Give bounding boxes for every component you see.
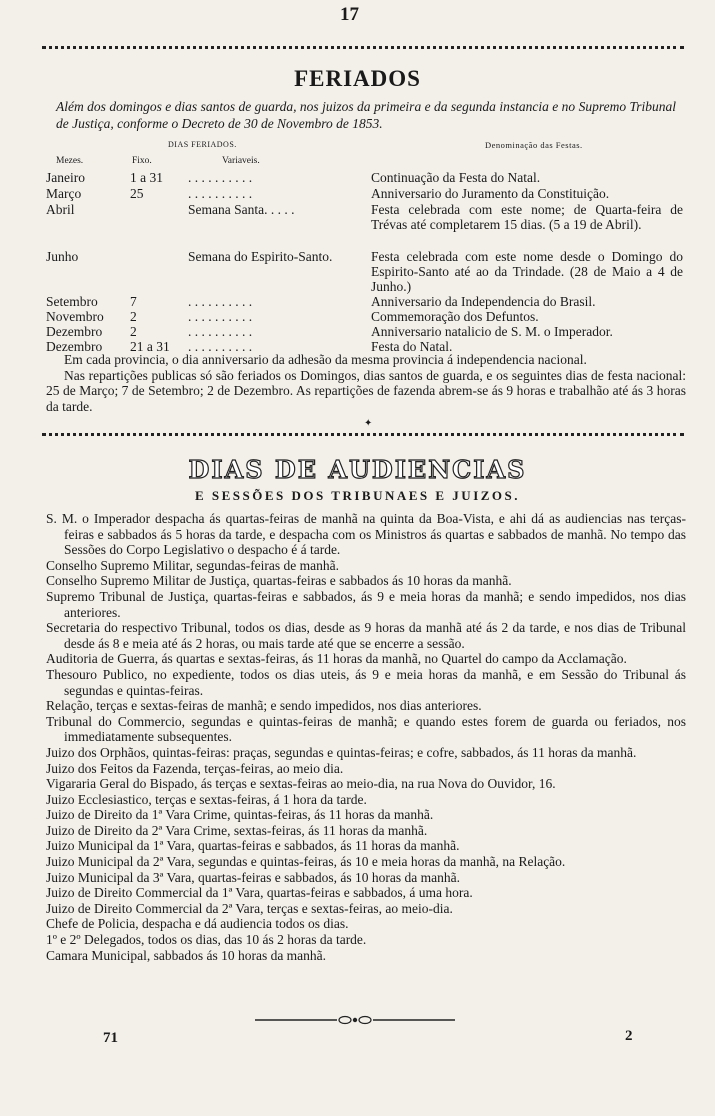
holiday-month: Junho xyxy=(46,249,79,264)
footer-signature-right: 2 xyxy=(625,1028,633,1044)
audiencias-list xyxy=(46,511,686,963)
holiday-fixed-date: 2 xyxy=(130,324,137,339)
column-header-fixo: Fixo. xyxy=(132,156,152,166)
audiencias-title: DIAS DE AUDIENCIAS xyxy=(188,455,527,484)
holiday-month: Dezembro xyxy=(46,324,103,339)
list-item: Juizo de Direito Commercial da 2ª Vara, terças e sextas-feiras, ao meio-dia. xyxy=(46,900,453,916)
holiday-row xyxy=(46,202,686,248)
holiday-fixed-date: 25 xyxy=(130,186,144,201)
holiday-month: Dezembro xyxy=(46,339,103,354)
holiday-name: Continuação da Festa do Natal. xyxy=(371,170,541,185)
holiday-variable-date: . . . . . . . . . . xyxy=(188,324,253,339)
ornament-divider xyxy=(255,1013,455,1027)
holiday-name: Anniversario do Juramento da Constituição. xyxy=(371,186,610,201)
list-item: Juizo de Direito Commercial da 1ª Vara, quartas-feiras e sabbados, á uma hora. xyxy=(46,885,473,901)
holiday-month: Setembro xyxy=(46,294,98,309)
holiday-name: Festa do Natal. xyxy=(371,339,453,354)
header-denominacao: Denominação das Festas. xyxy=(485,140,583,150)
divider-marker: ✦ xyxy=(364,418,373,429)
list-item: Conselho Supremo Militar de Justiça, quartas-feiras e sabbados ás 10 horas da manhã. xyxy=(46,573,512,589)
list-item: Tribunal do Commercio, segundas e quintas-feiras de manhã; e quando estes forem de guarda ou feriados, nos immediatamente subsequentes. xyxy=(46,713,686,745)
list-item: Auditoria de Guerra, ás quartas e sextas-feiras, ás 11 horas da manhã, no Quartel do campo da Acclamação. xyxy=(46,651,627,667)
list-item: S. M. o Imperador despacha ás quartas-feiras de manhã na quinta da Boa-Vista, e ahi dá as audiencias nas terças-feiras e sabbados ás 5 horas da tarde, e despacha com os Ministros ás quartas e sabbados de manhã. No tempo das Sessões do Corpo Legislativo o despacho é á tarde. xyxy=(46,511,686,558)
holiday-fixed-date: 2 xyxy=(130,309,137,324)
holiday-name: Festa celebrada com este nome desde o Domingo do Espirito-Santo até ao da Trindade. (28 de Maio a 4 de Junho.) xyxy=(371,249,683,294)
header-dias-feriados: DIAS FERIADOS. xyxy=(168,140,237,149)
holiday-variable-date: . . . . . . . . . . xyxy=(188,186,253,201)
holiday-name: Festa celebrada com este nome; de Quarta-feira de Trévas até completarem 15 dias. (5 a 19 de Abril). xyxy=(371,202,683,232)
holiday-name: Anniversario da Independencia do Brasil. xyxy=(371,294,596,309)
holiday-variable-date: . . . . . . . . . . xyxy=(188,294,253,309)
list-item: Secretaria do respectivo Tribunal, todos os dias, desde as 9 horas da manhã até ás 2 da tarde, e nos dias de Tribunal desde ás 8 e meia até ás 2 horas, ou mais tarde até que se encerre a sessão. xyxy=(46,620,686,651)
list-item: Juizo de Direito da 1ª Vara Crime, quintas-feiras, ás 11 horas da manhã. xyxy=(46,807,434,823)
column-header-variaveis: Variaveis. xyxy=(222,156,260,166)
holiday-month: Março xyxy=(46,186,82,201)
list-item: Supremo Tribunal de Justiça, quartas-feiras e sabbados, ás 9 e meia horas da manhã; e sendo impedidos, nos dias anteriores. xyxy=(46,588,686,620)
list-item: Juizo Ecclesiastico, terças e sextas-feiras, á 1 hora da tarde. xyxy=(46,791,367,807)
holiday-variable-date: . . . . . . . . . . xyxy=(188,170,253,185)
list-item: Juizo Municipal da 1ª Vara, quartas-feiras e sabbados, ás 11 horas da manhã. xyxy=(46,838,460,854)
list-item: Juizo Municipal da 3ª Vara, quartas-feiras e sabbados, ás 10 horas da manhã. xyxy=(46,869,460,885)
list-item: Vigararia Geral do Bispado, ás terças e sextas-feiras ao meio-dia, na rua Nova do Ouvidor, 16. xyxy=(46,776,556,792)
holiday-fixed-date: 1 a 31 xyxy=(130,170,163,185)
holiday-variable-date: . . . . . . . . . . xyxy=(188,309,253,324)
note-provincia: Em cada provincia, o dia anniversario da adhesão da mesma provincia á independencia nacional. xyxy=(64,352,587,367)
holiday-month: Novembro xyxy=(46,309,104,324)
list-item: Juizo de Direito da 2ª Vara Crime, sextas-feiras, ás 11 horas da manhã. xyxy=(46,822,428,838)
list-item: Camara Municipal, sabbados ás 10 horas da manhã. xyxy=(46,947,327,963)
list-item: 1º e 2º Delegados, todos os dias, das 10 ás 2 horas da tarde. xyxy=(46,932,367,948)
feriados-intro: Além dos domingos e dias santos de guarda, nos juizos da primeira e da segunda instancia e no Supremo Tribunal de Justiça, conforme o Decreto de 30 de Novembro de 1853. xyxy=(56,99,676,131)
holiday-row xyxy=(46,309,686,324)
list-item: Juizo Municipal da 2ª Vara, segundas e quintas-feiras, ás 10 e meia horas da manhã, na Relação. xyxy=(46,854,566,870)
list-item: Relação, terças e sextas-feiras de manhã; e sendo impedidos, nos dias anteriores. xyxy=(46,698,482,714)
holiday-row xyxy=(46,170,686,185)
middle-divider xyxy=(42,433,684,436)
list-item: Thesouro Publico, no expediente, todos os dias uteis, ás 9 e meia horas da manhã, e em Sessão do Tribunal ás segundas e quintas-feiras. xyxy=(46,666,686,698)
holiday-name: Anniversario natalicio de S. M. o Imperador. xyxy=(371,324,613,339)
holiday-row xyxy=(46,186,686,201)
holiday-month: Janeiro xyxy=(46,170,85,185)
holiday-row xyxy=(46,294,686,309)
top-divider xyxy=(42,46,684,49)
page-number: 17 xyxy=(340,4,359,25)
holiday-row xyxy=(46,324,686,339)
list-item: Juizo dos Feitos da Fazenda, terças-feiras, ao meio dia. xyxy=(46,760,344,776)
holiday-row xyxy=(46,249,686,295)
feriados-title: FERIADOS xyxy=(294,66,421,91)
column-header-meses: Mezes. xyxy=(56,156,84,166)
list-item: Conselho Supremo Militar, segundas-feiras de manhã. xyxy=(46,557,340,573)
holiday-fixed-date: 7 xyxy=(130,294,137,309)
note-reparticoes: Nas repartições publicas só são feriados os Domingos, dias santos de guarda, e os seguintes dias de festa nacional: 25 de Março; 7 de Setembro; 2 de Dezembro. As repartições de fazenda abrem-se ás 9 horas e trabalhão até ás 3 horas da tarde. xyxy=(46,367,686,414)
list-item: Chefe de Policia, despacha e dá audiencia todos os dias. xyxy=(46,916,349,932)
feriados-notes xyxy=(46,352,686,414)
holiday-name: Commemoração dos Defuntos. xyxy=(371,309,539,324)
holiday-variable-date: Semana Santa. . . . . xyxy=(188,202,295,217)
footer-signature-left: 71 xyxy=(103,1030,118,1046)
holiday-variable-date: Semana do Espirito-Santo. xyxy=(188,249,333,264)
holiday-fixed-date: 21 a 31 xyxy=(130,339,170,354)
list-item: Juizo dos Orphãos, quintas-feiras: praças, segundas e quintas-feiras; e cofre, sabbados, ás 11 horas da manhã. xyxy=(46,744,637,760)
holiday-variable-date: . . . . . . . . . . xyxy=(188,339,253,354)
audiencias-subtitle: E SESSÕES DOS TRIBUNAES E JUIZOS. xyxy=(194,488,521,503)
holiday-month: Abril xyxy=(46,202,75,217)
